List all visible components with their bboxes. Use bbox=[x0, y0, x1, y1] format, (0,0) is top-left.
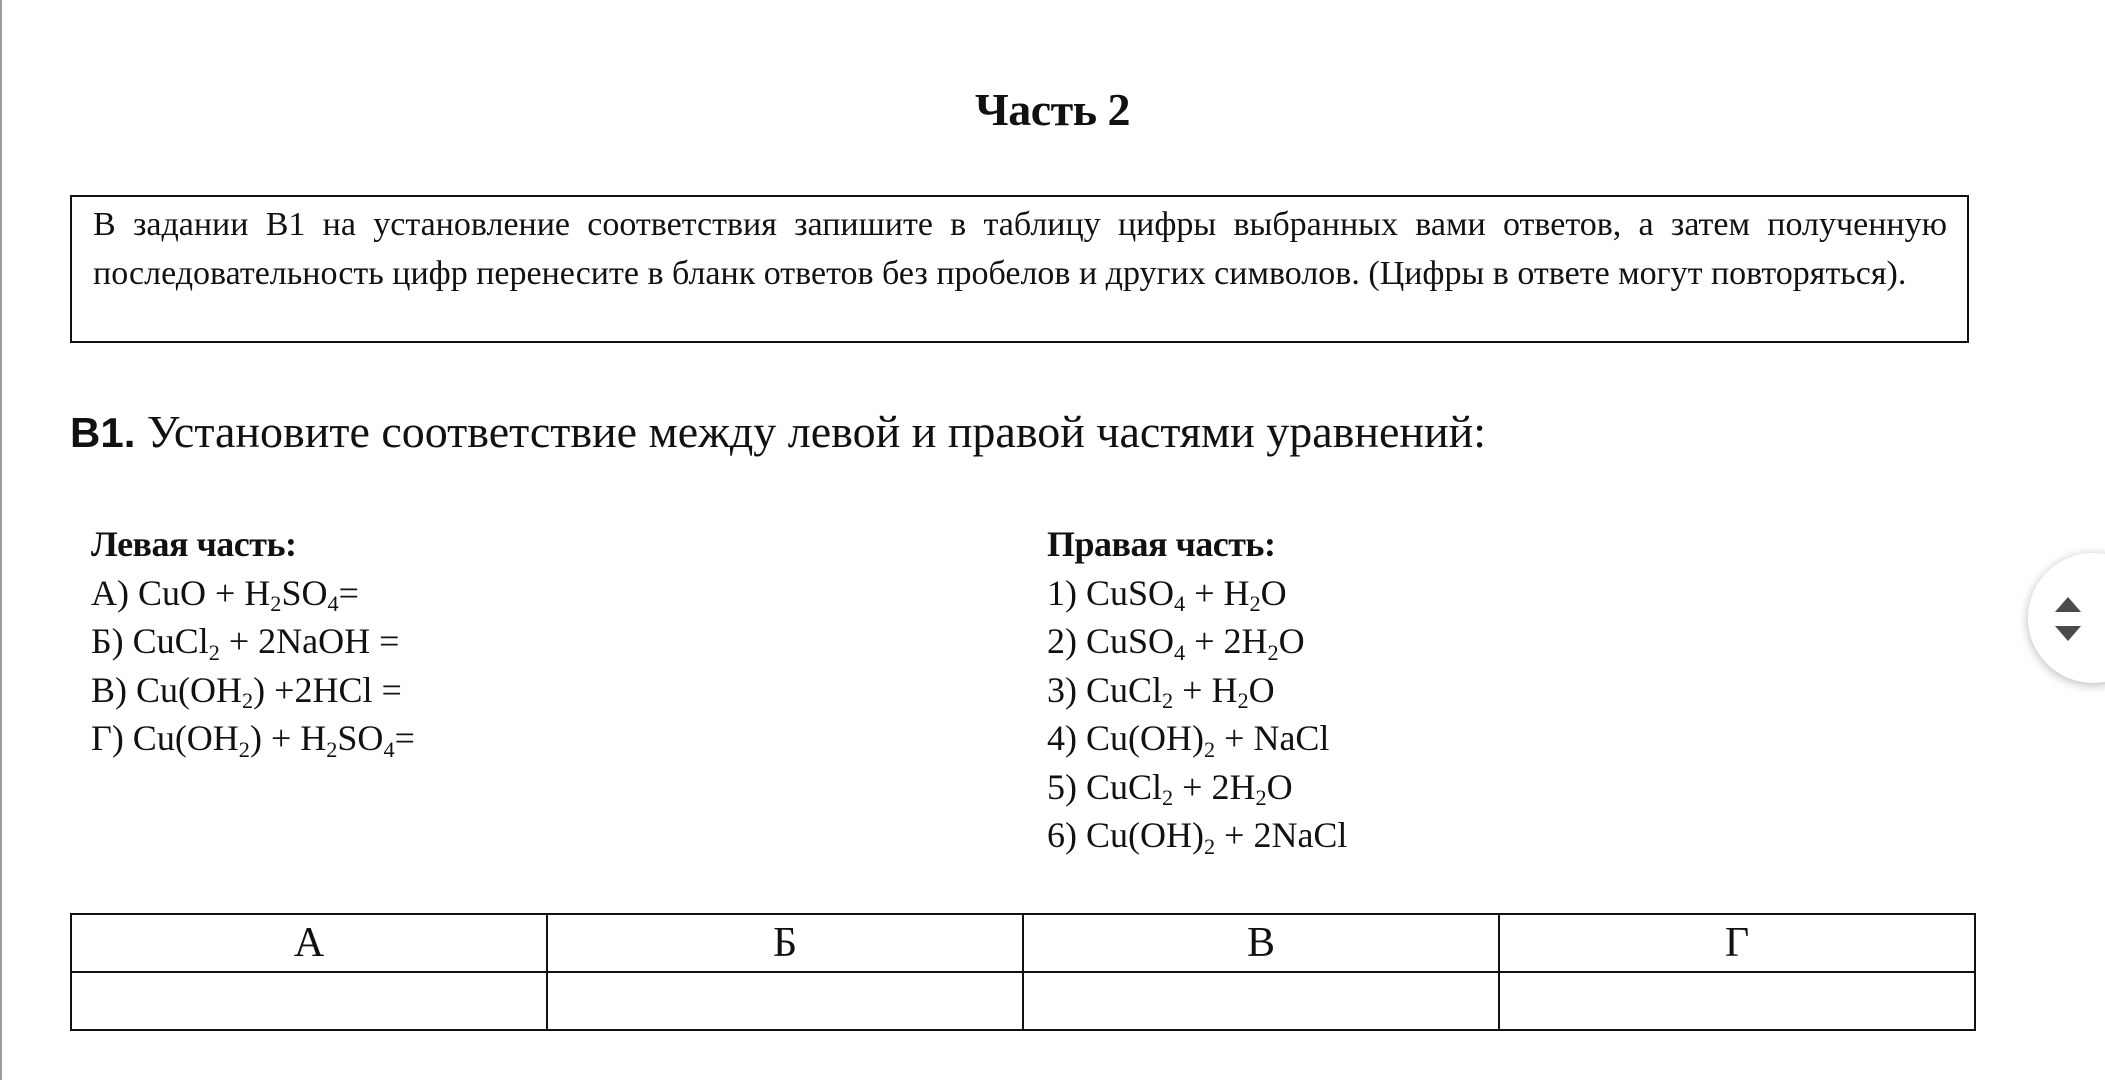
formula-text: + 2H bbox=[1173, 766, 1256, 807]
answer-table bbox=[70, 913, 1976, 1031]
left-side-item bbox=[91, 569, 415, 618]
formula-text: O bbox=[1266, 766, 1293, 807]
formula-text: O bbox=[1260, 572, 1287, 613]
formula-subscript: 2 bbox=[1203, 736, 1216, 762]
chevron-up-icon[interactable] bbox=[2055, 597, 2081, 612]
chevron-down-icon[interactable] bbox=[2055, 626, 2081, 641]
answer-table-header-row bbox=[71, 914, 1975, 972]
left-side-item bbox=[91, 666, 415, 715]
instruction-box: В задании В1 на установление соответствия запишите в таблицу цифры выбранных вами ответов, а затем полученную последовательность цифр перенесите в бланк ответов без пробелов и других символов. (Цифры в ответе могут повторяться). bbox=[70, 195, 1969, 343]
formula-text: В) Cu(OH bbox=[91, 669, 242, 710]
task-text: Установите соответствие между левой и правой частями уравнений: bbox=[146, 406, 1487, 457]
task-heading bbox=[70, 404, 1486, 461]
part-title: Часть 2 bbox=[974, 84, 1131, 135]
formula-text: 6) Cu(OH) bbox=[1047, 815, 1204, 855]
right-side-item bbox=[1047, 569, 1347, 618]
answer-cell-g[interactable] bbox=[1499, 972, 1975, 1030]
right-side-item bbox=[1047, 714, 1347, 763]
left-side-item bbox=[91, 617, 415, 666]
right-side-column bbox=[1047, 520, 1347, 860]
formula-text: + 2NaCl bbox=[1215, 815, 1348, 855]
formula-text: ) + H bbox=[249, 718, 327, 758]
answer-cell-b[interactable] bbox=[547, 972, 1023, 1030]
formula-text: 4) Cu(OH) bbox=[1047, 718, 1204, 758]
formula-text: O bbox=[1278, 621, 1305, 661]
answer-header-v: В bbox=[1023, 914, 1499, 972]
left-side-items bbox=[91, 569, 415, 763]
task-number: В1. bbox=[70, 409, 136, 456]
answer-header-g: Г bbox=[1499, 914, 1975, 972]
page-left-border bbox=[0, 0, 2, 1080]
answer-header-a: А bbox=[71, 914, 547, 972]
right-side-item bbox=[1047, 811, 1347, 860]
right-side-item bbox=[1047, 617, 1347, 666]
right-side-items bbox=[1047, 569, 1347, 860]
formula-text: ) +2HCl = bbox=[253, 669, 402, 710]
answer-cell-a[interactable] bbox=[71, 972, 547, 1030]
answer-table-input-row bbox=[71, 972, 1975, 1030]
right-side-title: Правая часть: bbox=[1047, 524, 1276, 564]
formula-subscript: 4 bbox=[1174, 591, 1186, 617]
formula-subscript: 4 bbox=[1174, 639, 1186, 665]
formula-text: + H bbox=[1173, 669, 1238, 710]
formula-text: = bbox=[394, 718, 415, 758]
formula-subscript: 4 bbox=[383, 736, 395, 762]
formula-subscript: 2 bbox=[1267, 639, 1279, 665]
formula-subscript: 2 bbox=[242, 688, 254, 714]
formula-subscript: 2 bbox=[1203, 833, 1216, 859]
formula-text: 1) CuSO bbox=[1047, 572, 1175, 613]
formula-text: А) CuO + H bbox=[91, 572, 271, 613]
formula-subscript: 2 bbox=[270, 591, 282, 617]
formula-text: + 2NaOH = bbox=[219, 621, 400, 661]
formula-subscript: 2 bbox=[1255, 785, 1267, 811]
right-side-item bbox=[1047, 763, 1347, 812]
formula-subscript: 2 bbox=[1249, 591, 1261, 617]
formula-text: SO bbox=[281, 572, 328, 613]
formula-text: SO bbox=[337, 718, 384, 758]
formula-subscript: 2 bbox=[1237, 688, 1249, 714]
formula-text: 2) CuSO bbox=[1047, 621, 1175, 661]
answer-header-b: Б bbox=[547, 914, 1023, 972]
formula-subscript: 2 bbox=[208, 639, 220, 665]
left-side-column bbox=[91, 520, 415, 763]
formula-subscript: 2 bbox=[326, 736, 338, 762]
formula-text: = bbox=[338, 572, 359, 613]
answer-cell-v[interactable] bbox=[1023, 972, 1499, 1030]
formula-text: + 2H bbox=[1185, 621, 1268, 661]
formula-subscript: 2 bbox=[1162, 785, 1174, 811]
page-scroll-control[interactable] bbox=[2028, 553, 2105, 683]
formula-text: 3) CuCl bbox=[1047, 669, 1163, 710]
formula-text: O bbox=[1248, 669, 1275, 710]
formula-subscript: 2 bbox=[1162, 688, 1174, 714]
formula-text: + H bbox=[1185, 572, 1250, 613]
left-side-title: Левая часть: bbox=[91, 524, 297, 564]
formula-text: 5) CuCl bbox=[1047, 766, 1163, 807]
formula-subscript: 4 bbox=[327, 591, 339, 617]
formula-text: Б) CuCl bbox=[91, 621, 209, 661]
right-side-item bbox=[1047, 666, 1347, 715]
left-side-item bbox=[91, 714, 415, 763]
formula-text: + NaCl bbox=[1215, 718, 1330, 758]
formula-subscript: 2 bbox=[238, 736, 250, 762]
formula-text: Г) Cu(OH bbox=[91, 718, 239, 758]
